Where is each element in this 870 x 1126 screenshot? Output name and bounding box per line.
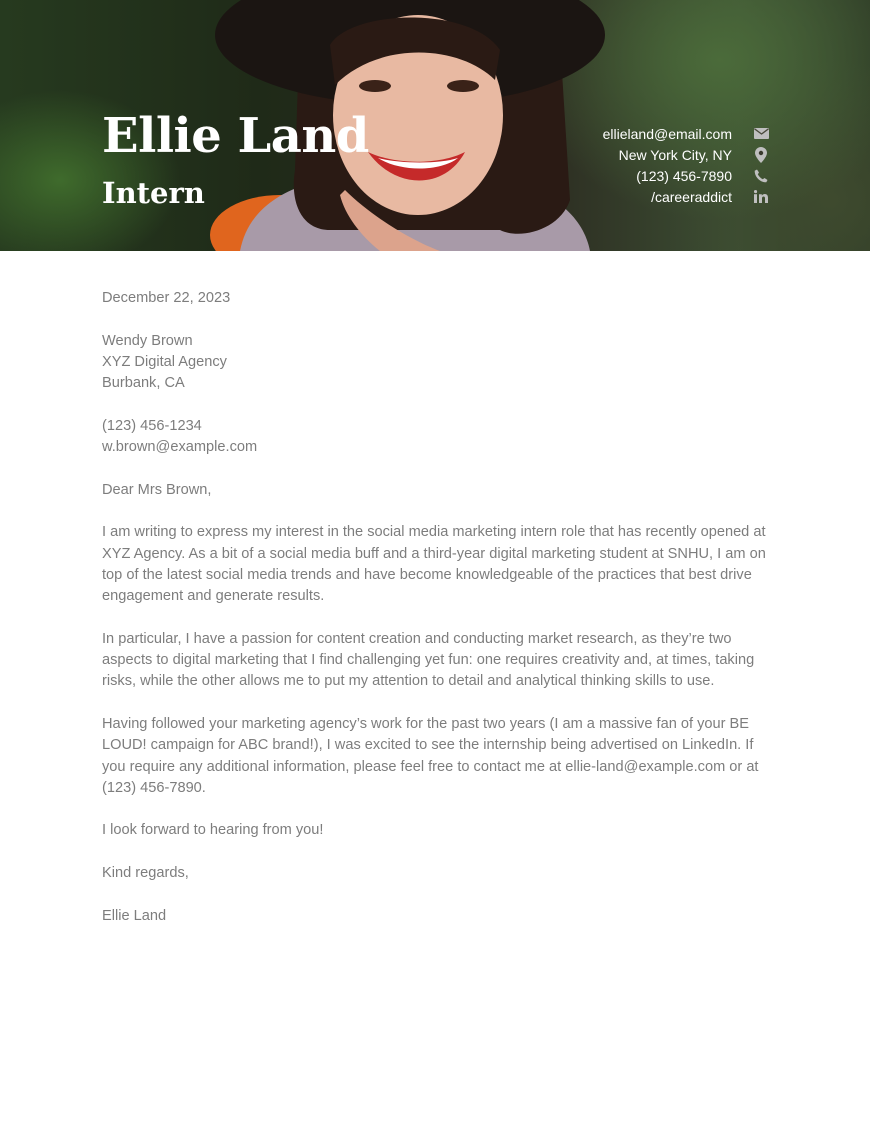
contact-email [450, 123, 770, 144]
contact-linkedin [450, 186, 770, 207]
applicant-name: Ellie Land [102, 108, 369, 164]
body-paragraph: Having followed your marketing agency’s work for the past two years (I am a massive fan of your BE LOUD! campaign for ABC brand!), I was excited to see the internship being advertised on LinkedIn. If you require any additional information, please feel free to contact me at ellie-land@example.com or at (123) 456-7890. [102, 715, 759, 796]
salutation: Dear Mrs Brown, [102, 481, 212, 498]
linkedin-icon [752, 188, 770, 206]
header-banner [0, 0, 870, 251]
recipient-location: Burbank, CA [102, 375, 185, 392]
signature: Ellie Land [102, 907, 167, 924]
applicant-role: Intern [102, 176, 205, 210]
body-paragraph: I am writing to express my interest in the social media marketing intern role that has recently opened at XYZ Agency. As a bit of a social media buff and a third-year digital marketing student at SNHU, I am on top of the latest social media trends and have become knowledgeable of the practices that best drive engagement and generate results. [102, 524, 766, 605]
location-pin-icon [752, 146, 770, 164]
recipient-contact-block [102, 416, 772, 459]
contact-linkedin-text[interactable]: /careeraddict [651, 188, 732, 205]
body-paragraph: I look forward to hearing from you! [102, 822, 324, 839]
recipient-name: Wendy Brown [102, 332, 193, 349]
contact-phone-text[interactable]: (123) 456-7890 [636, 167, 732, 184]
recipient-company: XYZ Digital Agency [102, 353, 227, 370]
contact-location [450, 144, 770, 165]
letter-date: December 22, 2023 [102, 290, 231, 306]
contact-email-text[interactable]: ellieland@email.com [602, 125, 732, 142]
phone-icon [752, 167, 770, 185]
recipient-block [102, 331, 772, 395]
contact-phone [450, 165, 770, 186]
letter-body [102, 288, 772, 948]
closing: Kind regards, [102, 865, 189, 882]
contact-location-text: New York City, NY [618, 146, 732, 163]
recipient-email[interactable]: w.brown@example.com [102, 439, 258, 456]
email-icon [752, 125, 770, 143]
contact-list [450, 123, 770, 207]
recipient-phone: (123) 456-1234 [102, 417, 202, 434]
body-paragraph: In particular, I have a passion for content creation and conducting market research, as they’re two aspects to digital marketing that I find challenging yet fun: one requires creativity and, at times, taking risks, while the other allows me to put my attention to detail and analytical thinking skills to use. [102, 630, 755, 690]
